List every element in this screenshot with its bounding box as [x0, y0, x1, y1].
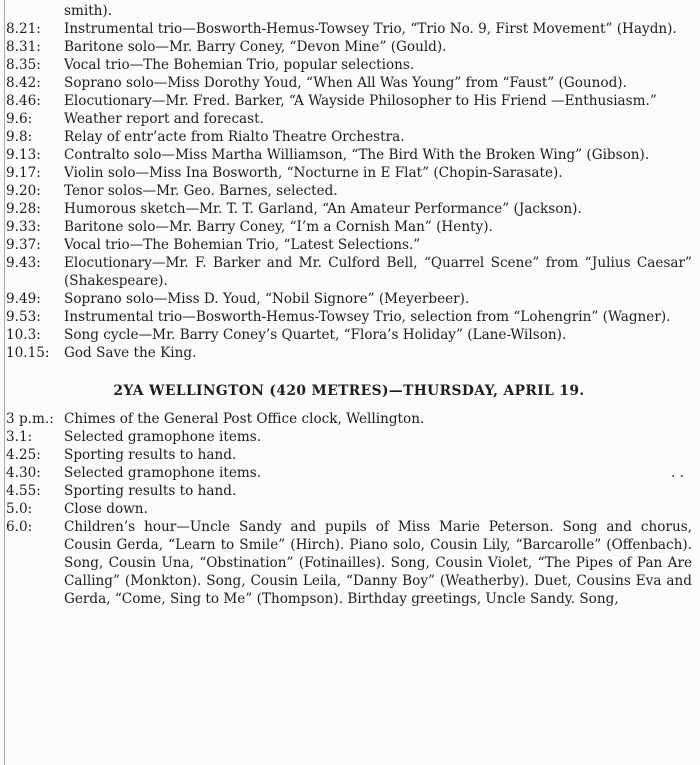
time-label: 8.31:	[6, 39, 41, 55]
list-item	[6, 182, 692, 200]
time-label: 3 p.m.:	[6, 411, 54, 427]
list-item	[6, 326, 692, 344]
item-text: Violin solo—Miss Ina Bosworth, “Nocturne in E Flat” (Chopin-Sarasate).	[64, 165, 563, 181]
list-item	[6, 110, 692, 128]
schedule-section-1	[6, 2, 692, 362]
list-item	[6, 254, 692, 290]
item-text: Children’s hour—Uncle Sandy and pupils of Miss Marie Peterson. Song and chorus, Cousin Gerda, “Learn to Smile” (Hirch). Piano solo, Cousin Lily, “Barcarolle” (Offenbach). Song, Cousin Una, “Obstination” (Fotinailles). Song, Cousin Violet, “The Pipes of Pan Are Calling” (Monkton). Song, Cousin Leila, “Danny Boy” (Weatherby). Duet, Cousins Eva and Gerda, “Come, Sing to Me” (Thompson). Birthday greetings, Uncle Sandy. Song,	[64, 519, 692, 607]
item-text: Tenor solos—Mr. Geo. Barnes, selected.	[64, 183, 338, 199]
time-label: 9.6:	[6, 111, 33, 127]
item-text: Weather report and forecast.	[64, 111, 264, 127]
schedule-section-2	[6, 410, 692, 608]
list-item	[6, 344, 692, 362]
list-item	[6, 56, 692, 74]
item-text: Baritone solo—Mr. Barry Coney, “Devon Mine” (Gould).	[64, 39, 447, 55]
item-text: Chimes of the General Post Office clock, Wellington.	[64, 411, 425, 427]
time-label: 4.30:	[6, 465, 41, 481]
time-label: 9.49:	[6, 291, 41, 307]
item-text: Selected gramophone items.	[64, 429, 262, 445]
list-item	[6, 74, 692, 92]
item-text: Instrumental trio—Bosworth-Hemus-Towsey Trio, “Trio No. 9, First Movement” (Haydn).	[64, 21, 677, 37]
list-item	[6, 464, 692, 482]
time-label: 9.28:	[6, 201, 41, 217]
time-label: 4.55:	[6, 483, 41, 499]
time-label: 9.13:	[6, 147, 41, 163]
time-label: 9.8:	[6, 129, 33, 145]
item-text: Humorous sketch—Mr. T. T. Garland, “An Amateur Performance” (Jackson).	[64, 201, 582, 217]
list-item	[6, 128, 692, 146]
time-label: 9.20:	[6, 183, 41, 199]
item-text: Baritone solo—Mr. Barry Coney, “I’m a Cornish Man” (Henty).	[64, 219, 493, 235]
item-text: smith).	[64, 3, 113, 19]
item-text: Vocal trio—The Bohemian Trio, popular selections.	[64, 57, 415, 73]
list-item	[6, 146, 692, 164]
item-text: Close down.	[64, 501, 148, 517]
station-heading: 2YA WELLINGTON (420 METRES)—THURSDAY, APRIL 19.	[113, 383, 585, 399]
item-text: Selected gramophone items.	[64, 465, 262, 481]
time-label: 4.25:	[6, 447, 41, 463]
time-label: 3.1:	[6, 429, 33, 445]
item-text: Soprano solo—Miss Dorothy Youd, “When All Was Young” from “Faust” (Gounod).	[64, 75, 627, 91]
list-item	[6, 290, 692, 308]
item-text: God Save the King.	[64, 345, 197, 361]
list-item	[6, 218, 692, 236]
list-item	[6, 500, 692, 518]
item-text: Soprano solo—Miss D. Youd, “Nobil Signore” (Meyerbeer).	[64, 291, 470, 307]
list-item	[6, 200, 692, 218]
list-item	[6, 38, 692, 56]
item-text: Relay of entr’acte from Rialto Theatre Orchestra.	[64, 129, 405, 145]
margin-mark: . .	[671, 465, 684, 481]
list-item	[6, 428, 692, 446]
column-rule	[4, 0, 5, 765]
item-text: Song cycle—Mr. Barry Coney’s Quartet, “Flora’s Holiday” (Lane-Wilson).	[64, 327, 567, 343]
time-label: 8.21:	[6, 21, 41, 37]
time-label: 8.35:	[6, 57, 41, 73]
time-label: 5.0:	[6, 501, 33, 517]
item-text: Sporting results to hand.	[64, 483, 237, 499]
time-label: 10.15:	[6, 345, 50, 361]
list-item	[6, 482, 692, 500]
time-label: 9.37:	[6, 237, 41, 253]
time-label: 10.3:	[6, 327, 41, 343]
time-label: 8.42:	[6, 75, 41, 91]
time-label: 9.43:	[6, 255, 41, 271]
time-label: 6.0:	[6, 519, 33, 535]
item-text: Contralto solo—Miss Martha Williamson, “The Bird With the Broken Wing” (Gibson).	[64, 147, 650, 163]
time-label: 9.53:	[6, 309, 41, 325]
time-label: 8.46:	[6, 93, 41, 109]
item-text: Sporting results to hand.	[64, 447, 237, 463]
list-item	[6, 446, 692, 464]
time-label: 9.17:	[6, 165, 41, 181]
list-item	[6, 164, 692, 182]
time-label: 9.33:	[6, 219, 41, 235]
item-text: Vocal trio—The Bohemian Trio, “Latest Selections.”	[64, 237, 421, 253]
item-text: Elocutionary—Mr. F. Barker and Mr. Culford Bell, “Quarrel Scene” from “Julius Caesar” (Shakespeare).	[64, 255, 692, 289]
item-text: Elocutionary—Mr. Fred. Barker, “A Wayside Philosopher to His Friend —Enthusiasm.”	[64, 93, 657, 109]
list-item	[6, 410, 692, 428]
list-item	[6, 2, 692, 20]
list-item	[6, 518, 692, 608]
list-item	[6, 308, 692, 326]
list-item	[6, 236, 692, 254]
item-text: Instrumental trio—Bosworth-Hemus-Towsey Trio, selection from “Lohengrin” (Wagner).	[64, 309, 671, 325]
list-item	[6, 92, 692, 110]
list-item	[6, 20, 692, 38]
